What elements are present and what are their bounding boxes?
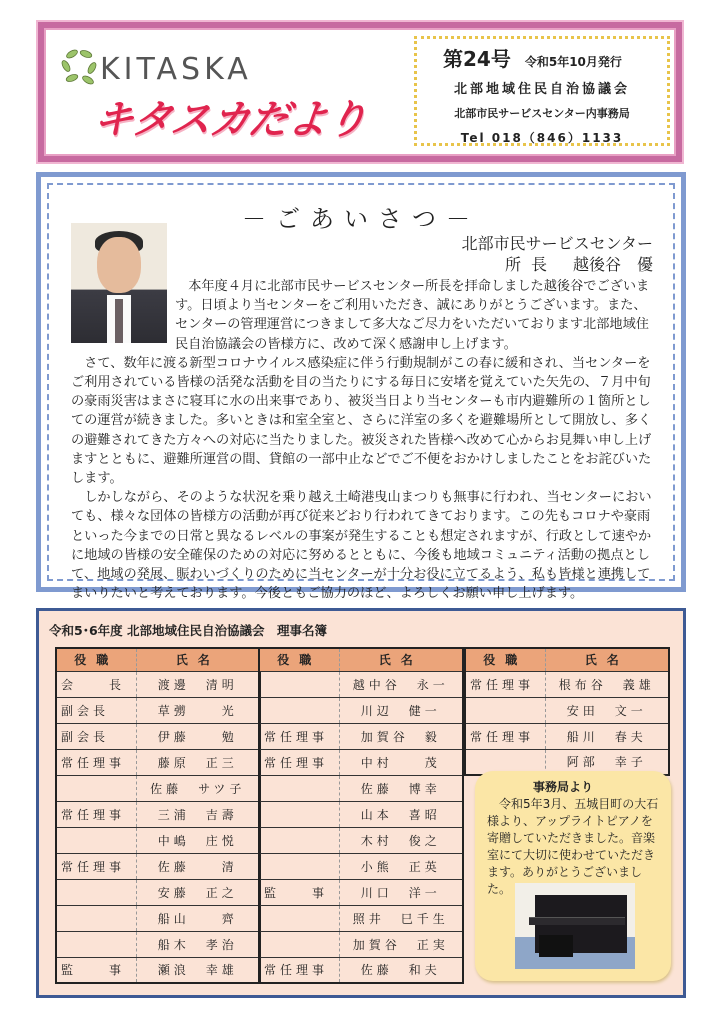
position-cell: 常任理事	[56, 801, 136, 827]
name-cell: 佐藤 清	[136, 853, 260, 879]
greeting-paragraph: 本年度４月に北部市民サービスセンター所長を拝命しました越後谷でございます。日頃より当センターをご利用いただき、誠にありがとうございます。また、センターの管理運営につきまして多大なご尽力をいただいております北部地域住民自治協議会の皆様方に、改めて深く感謝申し上げます。	[175, 279, 650, 352]
position-cell	[259, 853, 339, 879]
table-row	[259, 723, 463, 749]
roster-table-2	[258, 647, 464, 984]
table-row	[259, 853, 463, 879]
greeting-paragraph: さて、数年に渡る新型コロナウイルス感染症に伴う行動規制がこの春に緩和され、当センターをご利用されている皆様の活発な活動を目の当たりにする毎日に安堵を覚えていた矢先の、７月中旬の豪雨災害はまさに寝耳に水の出来事であり、被災当日より当センターも市内避難所の１箇所としての運営が続きました。多いときは和室全室と、さらに洋室の多くを避難場所として開放し、多くの避難されてきた方々への対応に当たりました。被災された皆様へ改めて心からお見舞い申し上げますとともに、避難所運営の間、貸館の一部中止などでご不便をおかけしましたことをお詫びいたします。	[71, 355, 652, 487]
author-name: 越後谷 優	[572, 255, 653, 274]
position-cell	[56, 775, 136, 801]
newsletter-header	[38, 22, 682, 162]
author-block	[462, 233, 653, 275]
table-row	[259, 905, 463, 931]
logo-japanese: キタスカだより	[90, 97, 370, 143]
position-cell: 副会長	[56, 697, 136, 723]
roster-title: 令和5･6年度 北部地域住民自治協議会 理事名簿	[49, 623, 327, 638]
name-cell: 山本 喜昭	[339, 801, 463, 827]
name-cell: 安藤 正之	[136, 879, 260, 905]
name-cell: 船川 春夫	[545, 723, 669, 749]
position-cell: 副会長	[56, 723, 136, 749]
notice-title: 事務局より	[532, 780, 593, 794]
table-row	[56, 957, 260, 983]
position-cell	[56, 827, 136, 853]
table-row	[465, 697, 669, 723]
position-cell: 常任理事	[259, 749, 339, 775]
author-org: 北部市民サービスセンター	[461, 234, 653, 253]
position-cell	[56, 931, 136, 957]
position-cell	[259, 697, 339, 723]
table-row	[56, 931, 260, 957]
name-cell: 船山 齊	[136, 905, 260, 931]
table-row	[259, 749, 463, 775]
position-cell: 常任理事	[465, 723, 545, 749]
position-cell: 常任理事	[259, 957, 339, 983]
name-cell: 根布谷 義雄	[545, 671, 669, 697]
table-row	[56, 879, 260, 905]
table-row	[56, 827, 260, 853]
greeting-title: －ごあいさつ－	[242, 205, 480, 233]
issue-number: 第24号	[443, 47, 511, 71]
name-cell: 安田 文一	[545, 697, 669, 723]
issue-date: 令和5年10月発行	[524, 55, 622, 69]
header-name: 氏名	[136, 648, 260, 671]
table-row	[465, 671, 669, 697]
office-notice	[475, 771, 671, 981]
name-cell: 阿部 幸子	[545, 749, 669, 775]
table-row	[56, 671, 260, 697]
name-cell: 中村 茂	[339, 749, 463, 775]
header-name: 氏名	[339, 648, 463, 671]
name-cell: 木村 俊之	[339, 827, 463, 853]
table-row	[56, 775, 260, 801]
board-roster-section	[36, 608, 686, 998]
leaves-icon	[60, 46, 100, 90]
table-row	[259, 775, 463, 801]
position-cell: 監 事	[56, 957, 136, 983]
name-cell: 越中谷 永一	[339, 671, 463, 697]
table-row	[259, 957, 463, 983]
name-cell: 中嶋 庄悦	[136, 827, 260, 853]
name-cell: 小熊 正英	[339, 853, 463, 879]
organization-name: 北部地域住民自治協議会	[453, 82, 630, 97]
table-row	[56, 697, 260, 723]
position-cell	[259, 801, 339, 827]
name-cell: 照井 巳千生	[339, 905, 463, 931]
greeting-border	[47, 183, 675, 602]
header-position: 役職	[465, 648, 545, 671]
position-cell	[259, 931, 339, 957]
name-cell: 伊藤 勉	[136, 723, 260, 749]
telephone: Tel 018（846）1133	[460, 131, 624, 145]
name-cell: 加賀谷 正実	[339, 931, 463, 957]
greeting-section	[36, 172, 686, 602]
position-cell	[56, 905, 136, 931]
name-cell: 渡邊 清明	[136, 671, 260, 697]
greeting-body	[71, 277, 659, 603]
logo-english: KITASKA	[100, 52, 252, 87]
position-cell: 常任理事	[56, 749, 136, 775]
issue-info-box	[414, 36, 670, 146]
name-cell: 草彅 光	[136, 697, 260, 723]
position-cell: 監 事	[259, 879, 339, 905]
table-row	[56, 749, 260, 775]
name-cell: 川口 洋一	[339, 879, 463, 905]
author-role: 所長	[504, 255, 557, 274]
position-cell	[259, 905, 339, 931]
name-cell: 佐藤 博幸	[339, 775, 463, 801]
table-row	[259, 671, 463, 697]
name-cell: 瀬浪 幸雄	[136, 957, 260, 983]
table-row	[56, 853, 260, 879]
table-row	[259, 801, 463, 827]
table-row	[259, 697, 463, 723]
table-row	[259, 827, 463, 853]
position-cell	[259, 775, 339, 801]
position-cell: 常任理事	[465, 671, 545, 697]
position-cell: 常任理事	[56, 853, 136, 879]
name-cell: 川辺 健一	[339, 697, 463, 723]
header-name: 氏名	[545, 648, 669, 671]
position-cell	[259, 671, 339, 697]
office-name: 北部市民サービスセンター内事務局	[454, 107, 630, 120]
table-row	[56, 905, 260, 931]
header-position: 役職	[56, 648, 136, 671]
notice-body: 令和5年3月、五城目町の大石様より、アップライトピアノを寄贈していただきました。音楽室にて大切に使わせていただきます。ありがとうございました。	[487, 797, 659, 896]
name-cell: 船木 孝治	[136, 931, 260, 957]
position-cell	[465, 697, 545, 723]
header-position: 役職	[259, 648, 339, 671]
position-cell	[259, 827, 339, 853]
greeting-paragraph: しかしながら、そのような状況を乗り越え土崎港曳山まつりも無事に行われ、当センターにおいても、様々な団体の皆様方の活動が再び従来どおり行われてきております。この先もコロナや豪雨といった今までの日常と異なるレベルの事案が発生することも想定されますが、行政として速やかに地域の皆様の安全確保のための対応に努めるとともに、今後も地域コミュニティ活動の拠点として、地域の発展、賑わいづくりのために当センターが十分お役に立てるよう、私も皆様と連携してまいりたいと考えております。今後ともご協力のほど、よろしくお願い申し上げます。	[71, 490, 652, 602]
table-row	[56, 723, 260, 749]
position-cell: 会 長	[56, 671, 136, 697]
name-cell: 藤原 正三	[136, 749, 260, 775]
roster-table-3	[464, 647, 670, 776]
name-cell: 加賀谷 毅	[339, 723, 463, 749]
position-cell: 常任理事	[259, 723, 339, 749]
table-row	[259, 931, 463, 957]
position-cell	[56, 879, 136, 905]
name-cell: 佐藤 サツ子	[136, 775, 260, 801]
roster-table-1	[55, 647, 261, 984]
table-row	[56, 801, 260, 827]
table-row	[465, 723, 669, 749]
piano-photo	[515, 883, 635, 969]
name-cell: 三浦 吉壽	[136, 801, 260, 827]
name-cell: 佐藤 和夫	[339, 957, 463, 983]
table-row	[259, 879, 463, 905]
